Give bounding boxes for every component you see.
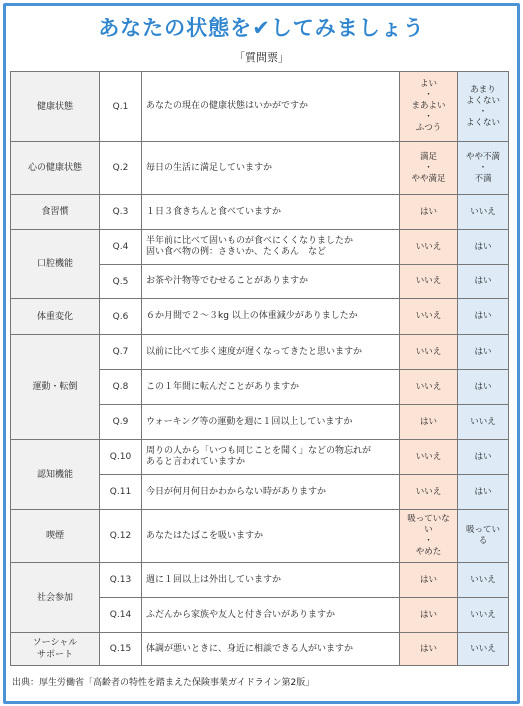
- answer-text: いいえ: [415, 346, 442, 357]
- question-number: Q.9: [100, 405, 142, 440]
- question-row: [11, 230, 509, 265]
- answer-option-left[interactable]: [400, 510, 458, 563]
- answer-text: ・: [424, 112, 433, 122]
- answer-option-right[interactable]: [458, 195, 509, 230]
- answer-text: やや不満: [465, 151, 500, 162]
- answer-option-left[interactable]: [400, 475, 458, 510]
- answer-option-right[interactable]: [458, 230, 509, 265]
- questionnaire-table: [10, 71, 509, 666]
- answer-text: ふつう: [415, 123, 442, 133]
- answer-text: はい: [474, 381, 492, 392]
- question-number: Q.8: [100, 370, 142, 405]
- category-cell: 体重変化: [11, 299, 100, 335]
- answer-text: いいえ: [415, 381, 442, 392]
- answer-option-left[interactable]: [400, 440, 458, 475]
- answer-text: 不満: [474, 173, 492, 184]
- answer-option-right[interactable]: [458, 299, 509, 335]
- answer-text: ・: [424, 90, 433, 100]
- title-main: あなたの状態を: [98, 16, 253, 40]
- answer-text: いいえ: [415, 311, 442, 321]
- question-text: ウォーキング等の運動を週に１回以上していますか: [142, 405, 400, 440]
- question-text: 周りの人から「いつも同じことを聞く」などの物忘れが あると言われていますか: [142, 440, 400, 475]
- question-number: Q.5: [100, 265, 142, 299]
- question-number: Q.14: [100, 598, 142, 633]
- answer-option-right[interactable]: [458, 563, 509, 598]
- answer-option-right[interactable]: [458, 335, 509, 370]
- answer-option-right[interactable]: [458, 510, 509, 563]
- answer-option-left[interactable]: [400, 195, 458, 230]
- subtitle: 「質問票」: [234, 51, 289, 64]
- category-cell: ソーシャル サポート: [11, 633, 100, 666]
- answer-text: はい: [419, 643, 437, 654]
- answer-text: いいえ: [470, 643, 496, 654]
- question-number: Q.1: [100, 72, 142, 142]
- question-row: [11, 299, 509, 335]
- answer-text: はい: [419, 416, 437, 427]
- answer-option-left[interactable]: [400, 405, 458, 440]
- answer-text: いいえ: [470, 609, 496, 620]
- question-text: 体調が悪いときに、身近に相談できる人がいますか: [142, 633, 400, 666]
- question-row: [11, 142, 509, 195]
- category-cell: 心の健康状態: [11, 142, 100, 195]
- answer-text: はい: [419, 609, 437, 620]
- answer-text: 吸っていない: [407, 514, 450, 535]
- answer-text: いいえ: [470, 416, 496, 427]
- answer-text: 吸っている: [465, 525, 500, 546]
- category-cell: 食習慣: [11, 195, 100, 230]
- question-row: [11, 633, 509, 666]
- question-text: 毎日の生活に満足していますか: [142, 142, 400, 195]
- answer-option-right[interactable]: [458, 405, 509, 440]
- source-note: 出典：厚生労働省「高齢者の特性を踏まえた保険事業ガイドライン第2版」: [12, 678, 315, 688]
- questionnaire-body: [11, 72, 509, 666]
- question-text: お茶や汁物等でむせることがありますか: [142, 265, 400, 299]
- answer-text: やめた: [415, 547, 442, 557]
- question-number: Q.10: [100, 440, 142, 475]
- answer-text: ・: [424, 536, 433, 546]
- title-tail: してみましょう: [270, 16, 425, 40]
- answer-text: はい: [419, 206, 437, 217]
- answer-option-left[interactable]: [400, 335, 458, 370]
- answer-option-right[interactable]: [458, 72, 509, 142]
- answer-text: 満足: [419, 151, 437, 162]
- question-row: [11, 510, 509, 563]
- answer-option-left[interactable]: [400, 299, 458, 335]
- answer-option-left[interactable]: [400, 633, 458, 666]
- question-number: Q.15: [100, 633, 142, 666]
- answer-text: はい: [419, 574, 437, 585]
- answer-text: あまり: [470, 84, 496, 95]
- answer-option-right[interactable]: [458, 633, 509, 666]
- answer-option-right[interactable]: [458, 370, 509, 405]
- answer-option-left[interactable]: [400, 72, 458, 142]
- answer-text: ・: [478, 162, 488, 173]
- answer-text: はい: [474, 451, 492, 462]
- answer-text: よくない: [465, 117, 500, 128]
- question-number: Q.3: [100, 195, 142, 230]
- answer-option-left[interactable]: [400, 265, 458, 299]
- question-row: [11, 72, 509, 142]
- answer-text: はい: [474, 241, 492, 252]
- category-cell: 社会参加: [11, 563, 100, 633]
- answer-text: よい: [419, 79, 437, 89]
- question-text: この１年間に転んだことがありますか: [142, 370, 400, 405]
- answer-text: ・: [424, 162, 433, 173]
- page-title: [0, 12, 523, 42]
- question-number: Q.7: [100, 335, 142, 370]
- answer-option-right[interactable]: [458, 440, 509, 475]
- answer-option-left[interactable]: [400, 370, 458, 405]
- question-number: Q.11: [100, 475, 142, 510]
- answer-text: いいえ: [470, 574, 496, 585]
- question-text: 今日が何月何日かわからない時がありますか: [142, 475, 400, 510]
- answer-text: いいえ: [415, 486, 442, 497]
- answer-text: やや満足: [411, 173, 446, 184]
- answer-option-left[interactable]: [400, 598, 458, 633]
- question-number: Q.2: [100, 142, 142, 195]
- question-text: ふだんから家族や友人と付き合いがありますか: [142, 598, 400, 633]
- question-text: 半年前に比べて固いものが食べにくくなりましたか 固い食べ物の例：さきいか、たくあん など: [142, 230, 400, 265]
- question-number: Q.4: [100, 230, 142, 265]
- answer-option-left[interactable]: [400, 142, 458, 195]
- category-cell: 運動・転倒: [11, 335, 100, 440]
- answer-text: よくない: [465, 95, 500, 106]
- question-row: [11, 440, 509, 475]
- answer-option-right[interactable]: [458, 475, 509, 510]
- category-cell: 喫煙: [11, 510, 100, 563]
- question-row: [11, 563, 509, 598]
- answer-text: まあよい: [411, 101, 446, 111]
- answer-text: いいえ: [415, 451, 442, 462]
- answer-option-left[interactable]: [400, 563, 458, 598]
- category-cell: 口腔機能: [11, 230, 100, 299]
- answer-option-right[interactable]: [458, 265, 509, 299]
- question-text: １日３食きちんと食べていますか: [142, 195, 400, 230]
- question-text: 以前に比べて歩く速度が遅くなってきたと思いますか: [142, 335, 400, 370]
- category-cell: 健康状態: [11, 72, 100, 142]
- question-text: あなたの現在の健康状態はいかがですか: [142, 72, 400, 142]
- question-text: あなたはたばこを吸いますか: [142, 510, 400, 563]
- question-row: [11, 195, 509, 230]
- answer-text: ・: [478, 106, 488, 117]
- question-text: ６か月間で２～３kg 以上の体重減少がありましたか: [142, 299, 400, 335]
- category-cell: 認知機能: [11, 440, 100, 510]
- check-icon: ✔: [252, 16, 271, 40]
- question-number: Q.13: [100, 563, 142, 598]
- question-text: 週に１回以上は外出していますか: [142, 563, 400, 598]
- answer-text: はい: [474, 486, 492, 497]
- question-number: Q.6: [100, 299, 142, 335]
- answer-option-right[interactable]: [458, 598, 509, 633]
- answer-text: いいえ: [415, 241, 442, 252]
- question-row: [11, 335, 509, 370]
- answer-text: いいえ: [470, 206, 496, 217]
- answer-option-left[interactable]: [400, 230, 458, 265]
- answer-text: はい: [474, 346, 492, 357]
- answer-text: いいえ: [415, 276, 442, 286]
- answer-text: はい: [474, 276, 492, 286]
- question-number: Q.12: [100, 510, 142, 563]
- answer-text: はい: [474, 311, 492, 321]
- answer-option-right[interactable]: [458, 142, 509, 195]
